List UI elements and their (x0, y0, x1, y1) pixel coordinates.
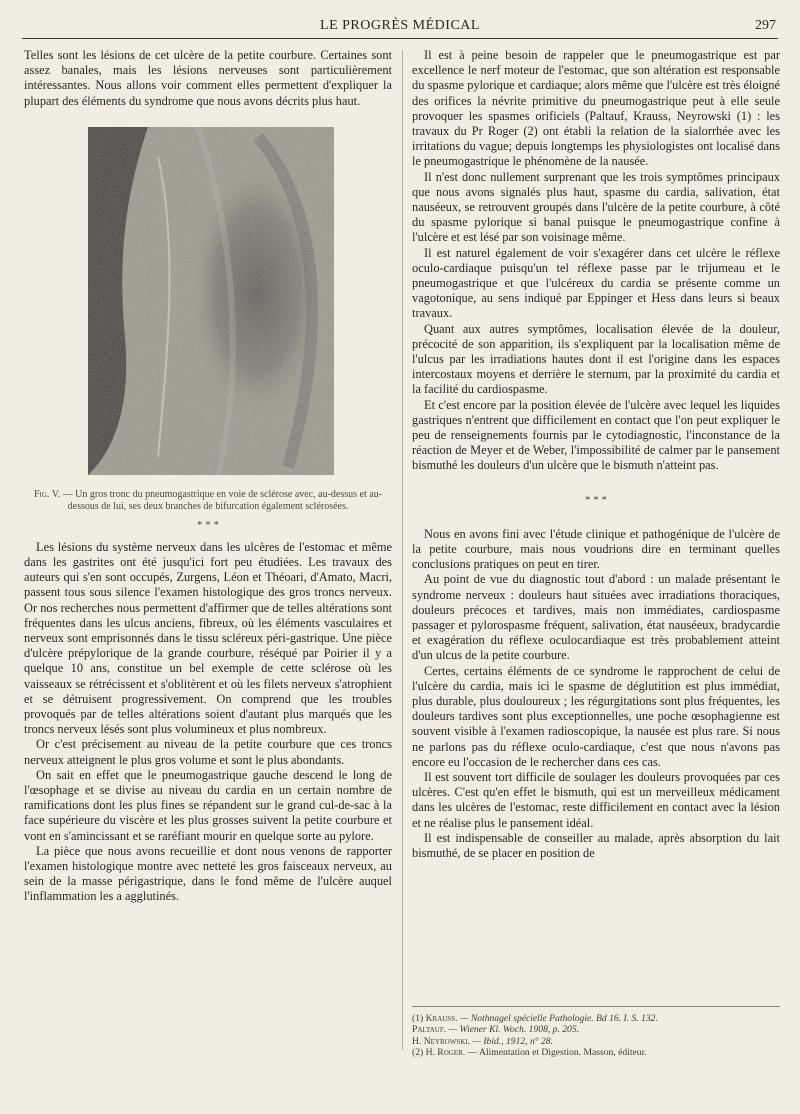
column-divider (402, 50, 403, 1050)
paragraph: La pièce que nous avons recueillie et dont nous venons de rapporter l'examen histologique montre avec netteté les gros faisceaux nerveux, au sein de la masse périgastrique, dans le fond même de l'ulcère auquel l'inflammation les a agglutinés. (24, 843, 392, 904)
micrograph-image (88, 127, 334, 475)
footnotes (412, 1006, 780, 1059)
right-column (412, 48, 780, 861)
paragraph: On sait en effet que le pneumogastrique gauche descend le long de l'œsophage et se divise au niveau du cardia en un certain nombre de ramifications dont les plus fines se répandent sur le grand cul-de-sac à la face supérieure du viscère et les plus grosses suivent la petite courbure et vont en s'amincissant et se raréfiant mourir en quelque sorte au pylore. (24, 767, 392, 843)
paragraph: Certes, certains éléments de ce syndrome le rapprochent de celui de l'ulcère du cardia, mais ici le spasme de déglutition est plus immédiat, plus durable, plus douloureux ; les régurgitations sont plus fréquentes, les douleurs tardives sont plus exceptionnelles, une poche œsophagienne est souvent visible à l'examen radioscopique, la nausée est plus rare. Si nous ne parlons pas du réflexe oculo-cardiaque, c'est que nous n'avons pas encore eu l'occasion de le rechercher dans ces cas. (412, 663, 780, 769)
paragraph: Au point de vue du diagnostic tout d'abord : un malade présentant le syndrome nerveux : douleurs haut situées avec irradiations thoraciques, douleurs précoces et tardives, mais non immédiates, cardiospasme passager et pylorospasme fréquent, salivation, état nauséeux, bradycardie et exagération du réflexe oculocardiaque est très probablement atteint d'un ulcus de la petite courbure. (412, 572, 780, 663)
figure-caption-text: — Un gros tronc du pneumogastrique en voie de sclérose avec, au-dessus et au-dessous de lui, ses deux branches de bifurcation également sclérosées. (62, 488, 383, 512)
footnote (412, 1047, 780, 1058)
footnote-marker: (1) (412, 1013, 424, 1024)
histology-figure (88, 127, 334, 475)
footnote-author: (2) H. Roger. (412, 1047, 466, 1059)
paragraph: Nous en avons fini avec l'étude clinique et pathogénique de l'ulcère de la petite courbure, mais nous voudrions dire en terminant quelles conclusions pratiques on peut en tirer. (412, 526, 780, 572)
footnote-text: — Ibid., 1912, n° 28. (472, 1035, 553, 1047)
paragraph: Les lésions du système nerveux dans les ulcères de l'estomac et même dans les gastrites ont été jusqu'ici fort peu étudiées. Les travaux des auteurs qui s'en sont occupés, Zurgens, Léon et Théoari, d'Amato, Macri, passent tous sous silence l'examen histologique des gros troncs nerveux. Or nos recherches nous permettent d'affirmer que de telles altérations sont fréquentes dans les ulcus anciens, fibreux, où les éléments vasculaires et nerveux sont emprisonnés dans le tissu scléreux péri-gastrique. Une pièce d'ulcère prépylorique de la grande courbure, réséqué par Poirier il y a quelque 10 ans, constitue un bel exemple de cette sclérose où les vaisseaux se rétrécissent et s'oblitèrent et où les filets nerveux s'atrophient et se détruisent progressivement. On comprend que les troubles provoqués par de telles altérations soient d'autant plus marqués que les troncs nerveux lésés sont plus volumineux et plus nombreux. (24, 539, 392, 737)
section-separator: * * * (585, 493, 607, 506)
footnote-text: — Nothnagel spécielle Pathologie. Bd 16. I. S. 132. (459, 1013, 658, 1024)
paragraph: Il est à peine besoin de rappeler que le pneumogastrique est par excellence le nerf moteur de l'estomac, que son altération est responsable du spasme pylorique et cardiaque; alors même que l'ulcère est très éloigné des orifices la névrite primitive du pneumogastrique peut à elle seule provoquer les spasmes orificiels (Paltauf, Krauss, Neyrowski (1) : les travaux du Pr Roger (2) ont établi la relation de la sialorrhée avec les irritations du vague; depuis longtemps les physiologistes ont localisé dans le pneumogastrique le phénomène de la nausée. (412, 48, 780, 169)
section-separator: * * * (197, 518, 219, 531)
footnote-text: — Alimentation et Digestion. Masson, éditeur. (467, 1047, 647, 1059)
footnote-text: — Wiener Kl. Woch. 1908, p. 205. (448, 1024, 580, 1036)
paragraph: Il est souvent tort difficile de soulager les douleurs provoquées par ces ulcères. C'est qu'en effet le bismuth, qui est un merveilleux médicament dans les ulcères de l'estomac, reste difficilement en contact avec la lésion et ne réalise plus le pansement idéal. (412, 769, 780, 830)
footnote-author: Krauss. (425, 1013, 458, 1024)
paragraph: Quant aux autres symptômes, localisation élevée de la douleur, précocité de son apparition, ils s'expliquent par la localisation même de l'ulcus par les irradiations hautes dont il est l'origine dans les espaces intercostaux moyens et derrière le sternum, par la proximité du cardia et la facilité du cardiospasme. (412, 321, 780, 397)
paragraph: Et c'est encore par la position élevée de l'ulcère avec lequel les liquides gastriques n'entrent que difficilement en contact que l'on peut expliquer le peu de renseignements fournis par le cytodiagnostic, l'inconstance de la réaction de Meyer et de Weber, l'impossibilité de calmer par le pansement bismuthé les douleurs d'un ulcère que le bismuth n'atteint pas. (412, 397, 780, 473)
footnote (412, 1013, 780, 1024)
paragraph: Telles sont les lésions de cet ulcère de la petite courbure. Certaines sont assez banales, mais les lésions nerveuses sont particulièrement intéressantes. Nous allons voir comment elles permettent d'expliquer la plupart des éléments du syndrome que nous avons décrits plus haut. (24, 48, 392, 108)
header-rule (22, 38, 778, 39)
running-header (22, 18, 778, 38)
footnote (412, 1036, 780, 1047)
footnote-author: Paltauf. (412, 1024, 447, 1036)
page-number: 297 (755, 18, 776, 33)
left-column (24, 48, 392, 905)
figure-label: Fig. V. (33, 488, 61, 500)
figure-caption (28, 489, 388, 513)
paragraph: Il n'est donc nullement surprenant que les trois symptômes principaux que nous avons signalés plus haut, spasme du cardia, salivation, état nauséeux, se retrouvent groupés dans l'ulcère de la petite courbure, à côté du spasme pylorique si banal puisque le pneumogastrique confine à l'ulcère et est lésé par son voisinage même. (412, 169, 780, 245)
paragraph: Il est naturel également de voir s'exagérer dans cet ulcère le réflexe oculo-cardiaque puisqu'un tel réflexe passe par le trijumeau et le pneumogastrique et que l'ulcéreux du cardia se présente comme un vagotonique, au sens indiqué par Eppinger et Hess dans leurs si beaux travaux. (412, 245, 780, 321)
paragraph: Il est indispensable de conseiller au malade, après absorption du lait bismuthé, de se placer en position de (412, 830, 780, 860)
paragraph: Or c'est précisement au niveau de la petite courbure que ces troncs nerveux atteignent le plus gros volume et sont le plus abondants. (24, 737, 392, 767)
footnote-author: H. Neyrowski. (412, 1035, 470, 1047)
journal-title: LE PROGRÈS MÉDICAL (320, 18, 480, 33)
footnote (412, 1024, 780, 1035)
